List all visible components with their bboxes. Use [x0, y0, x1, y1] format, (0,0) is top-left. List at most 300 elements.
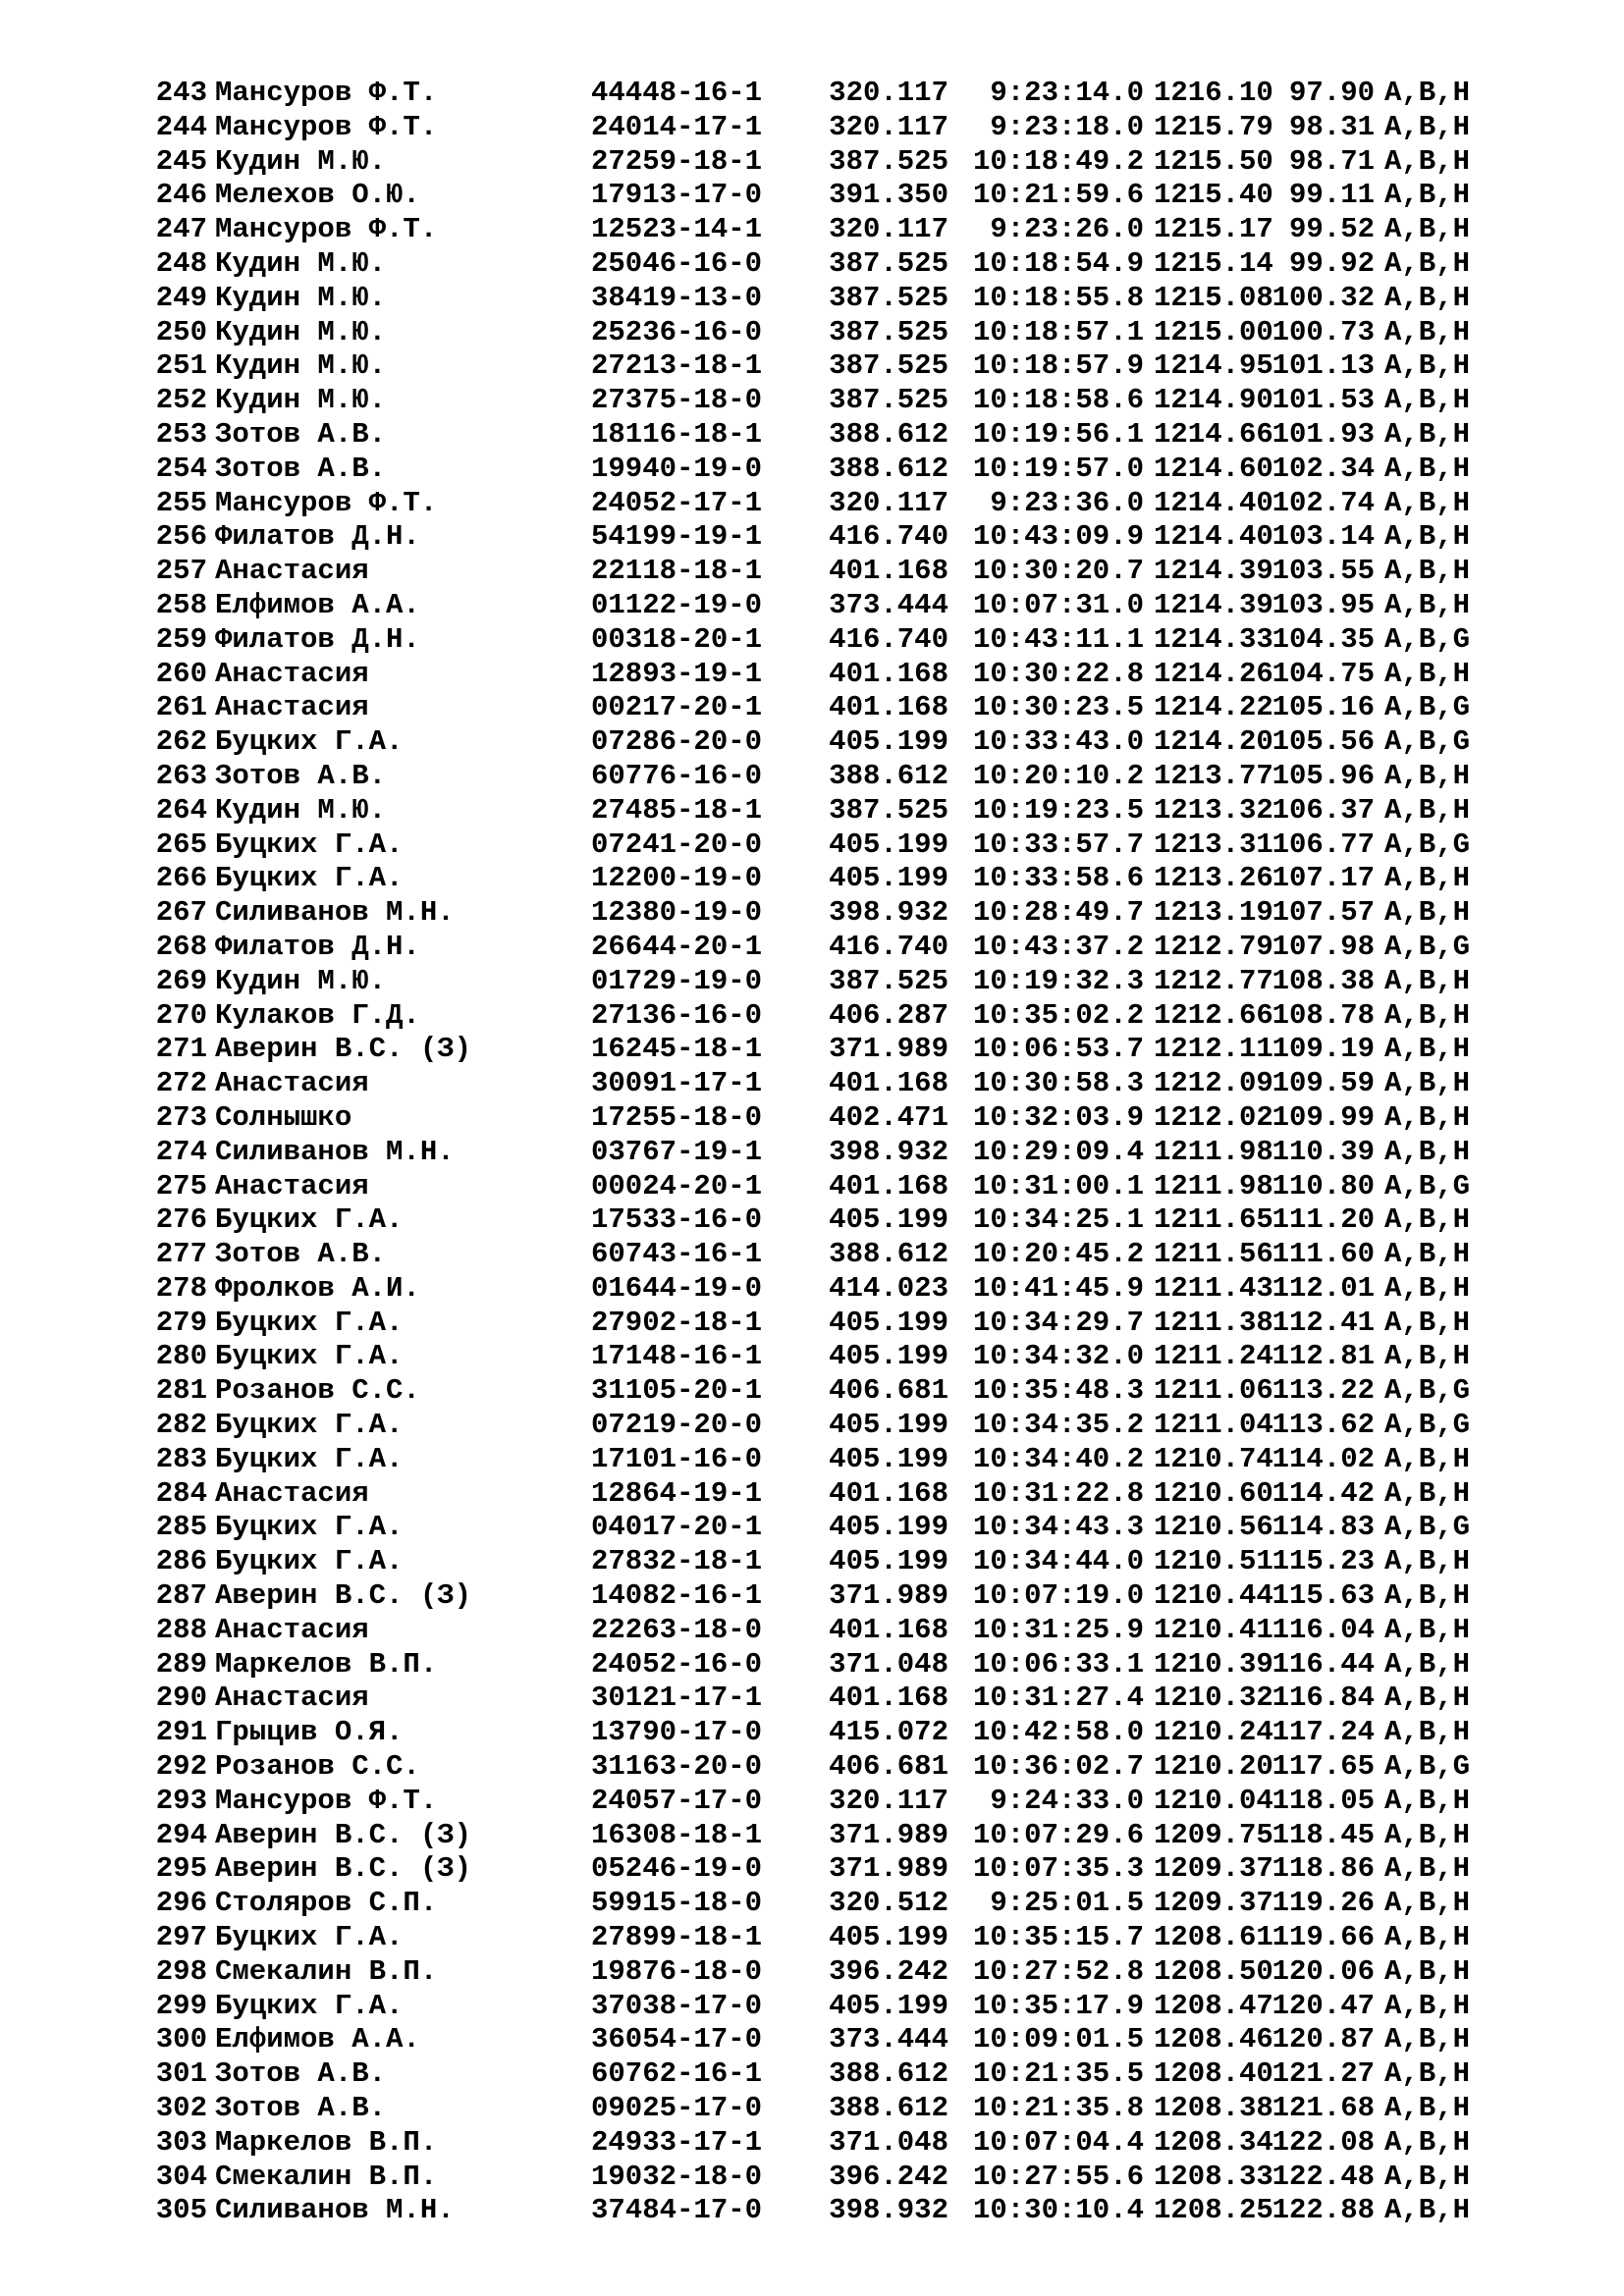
- table-row: [143, 1409, 1488, 1443]
- speed-cell: 1214.40: [1154, 486, 1273, 519]
- arrival-time-cell: 10:31:27.4: [972, 1682, 1144, 1715]
- distance-cell: 371.989: [829, 1033, 948, 1066]
- place-number-cell: 249: [155, 281, 207, 314]
- speed-cell: 1211.38: [1154, 1306, 1273, 1339]
- distance-cell: 405.199: [829, 1340, 948, 1373]
- place-number-cell: 287: [155, 1579, 207, 1613]
- ring-number-cell: 07219-20-0: [591, 1409, 763, 1442]
- coefficient-cell: 111.60: [1272, 1238, 1375, 1271]
- arrival-time-cell: 10:35:15.7: [972, 1921, 1144, 1954]
- speed-cell: 1213.19: [1154, 896, 1273, 930]
- arrival-time-cell: 10:19:57.0: [972, 452, 1144, 485]
- classes-cell: A,B,H: [1384, 179, 1471, 212]
- distance-cell: 320.512: [829, 1887, 948, 1920]
- ring-number-cell: 04017-20-1: [591, 1511, 763, 1544]
- ring-number-cell: 36054-17-0: [591, 2023, 763, 2056]
- place-number-cell: 291: [155, 1716, 207, 1749]
- table-row: [143, 77, 1488, 111]
- table-row: [143, 1477, 1488, 1512]
- classes-cell: A,B,H: [1384, 657, 1471, 690]
- fancier-name-cell: Маркелов В.П.: [215, 2125, 438, 2159]
- coefficient-cell: 116.44: [1272, 1647, 1375, 1681]
- table-row: [143, 555, 1488, 589]
- distance-cell: 371.989: [829, 1818, 948, 1851]
- fancier-name-cell: Аверин В.С. (З): [215, 1579, 472, 1613]
- fancier-name-cell: Анастасия: [215, 1613, 369, 1646]
- speed-cell: 1208.25: [1154, 2194, 1273, 2227]
- table-row: [143, 1614, 1488, 1648]
- classes-cell: A,B,H: [1384, 1954, 1471, 1988]
- coefficient-cell: 122.88: [1272, 2194, 1375, 2227]
- place-number-cell: 244: [155, 110, 207, 143]
- speed-cell: 1214.26: [1154, 657, 1273, 690]
- fancier-name-cell: Мансуров Ф.Т.: [215, 486, 438, 519]
- fancier-name-cell: Елфимов А.А.: [215, 2023, 420, 2056]
- arrival-time-cell: 10:36:02.7: [972, 1750, 1144, 1784]
- ring-number-cell: 31163-20-0: [591, 1750, 763, 1784]
- coefficient-cell: 118.45: [1272, 1818, 1375, 1851]
- arrival-time-cell: 10:35:48.3: [972, 1374, 1144, 1408]
- coefficient-cell: 120.06: [1272, 1954, 1375, 1988]
- distance-cell: 371.989: [829, 1579, 948, 1613]
- distance-cell: 373.444: [829, 2023, 948, 2056]
- classes-cell: A,B,H: [1384, 1067, 1471, 1100]
- arrival-time-cell: 10:19:56.1: [972, 417, 1144, 451]
- ring-number-cell: 30121-17-1: [591, 1682, 763, 1715]
- distance-cell: 405.199: [829, 862, 948, 895]
- arrival-time-cell: 10:21:35.8: [972, 2092, 1144, 2125]
- place-number-cell: 258: [155, 588, 207, 621]
- classes-cell: A,B,H: [1384, 1989, 1471, 2022]
- distance-cell: 405.199: [829, 1203, 948, 1237]
- distance-cell: 398.932: [829, 896, 948, 930]
- ring-number-cell: 07241-20-0: [591, 828, 763, 861]
- classes-cell: A,B,H: [1384, 1203, 1471, 1237]
- fancier-name-cell: Филатов Д.Н.: [215, 622, 420, 656]
- table-row: [143, 1340, 1488, 1374]
- distance-cell: 405.199: [829, 1409, 948, 1442]
- place-number-cell: 271: [155, 1033, 207, 1066]
- ring-number-cell: 03767-19-1: [591, 1135, 763, 1168]
- place-number-cell: 294: [155, 1818, 207, 1851]
- classes-cell: A,B,G: [1384, 691, 1471, 724]
- distance-cell: 387.525: [829, 964, 948, 997]
- speed-cell: 1214.40: [1154, 520, 1273, 554]
- arrival-time-cell: 10:07:19.0: [972, 1579, 1144, 1613]
- table-row: [143, 965, 1488, 999]
- speed-cell: 1210.20: [1154, 1750, 1273, 1784]
- speed-cell: 1214.39: [1154, 588, 1273, 621]
- fancier-name-cell: Буцких Г.А.: [215, 1989, 404, 2022]
- fancier-name-cell: Мансуров Ф.Т.: [215, 1784, 438, 1817]
- place-number-cell: 245: [155, 144, 207, 178]
- arrival-time-cell: 10:34:40.2: [972, 1442, 1144, 1475]
- arrival-time-cell: 10:20:10.2: [972, 759, 1144, 792]
- place-number-cell: 282: [155, 1409, 207, 1442]
- classes-cell: A,B,G: [1384, 930, 1471, 963]
- table-row: [143, 1750, 1488, 1785]
- classes-cell: A,B,H: [1384, 1818, 1471, 1851]
- coefficient-cell: 110.39: [1272, 1135, 1375, 1168]
- fancier-name-cell: Буцких Г.А.: [215, 725, 404, 759]
- speed-cell: 1215.14: [1154, 246, 1273, 280]
- table-row: [143, 282, 1488, 316]
- ring-number-cell: 12864-19-1: [591, 1476, 763, 1510]
- table-row: [143, 111, 1488, 145]
- distance-cell: 406.287: [829, 998, 948, 1032]
- distance-cell: 405.199: [829, 1442, 948, 1475]
- speed-cell: 1208.34: [1154, 2125, 1273, 2159]
- place-number-cell: 302: [155, 2092, 207, 2125]
- arrival-time-cell: 10:43:37.2: [972, 930, 1144, 963]
- classes-cell: A,B,H: [1384, 417, 1471, 451]
- table-row: [143, 999, 1488, 1034]
- fancier-name-cell: Столяров С.П.: [215, 1887, 438, 1920]
- classes-cell: A,B,H: [1384, 110, 1471, 143]
- classes-cell: A,B,H: [1384, 2092, 1471, 2125]
- table-row: [143, 1170, 1488, 1204]
- fancier-name-cell: Анастасия: [215, 691, 369, 724]
- classes-cell: A,B,G: [1384, 1374, 1471, 1408]
- distance-cell: 405.199: [829, 1545, 948, 1578]
- coefficient-cell: 103.95: [1272, 588, 1375, 621]
- coefficient-cell: 117.65: [1272, 1750, 1375, 1784]
- classes-cell: A,B,H: [1384, 1238, 1471, 1271]
- place-number-cell: 265: [155, 828, 207, 861]
- table-row: [143, 1238, 1488, 1272]
- speed-cell: 1213.26: [1154, 862, 1273, 895]
- table-row: [143, 1648, 1488, 1682]
- table-row: [143, 589, 1488, 623]
- classes-cell: A,B,H: [1384, 759, 1471, 792]
- arrival-time-cell: 10:34:25.1: [972, 1203, 1144, 1237]
- table-row: [143, 1443, 1488, 1477]
- distance-cell: 401.168: [829, 691, 948, 724]
- classes-cell: A,B,H: [1384, 1476, 1471, 1510]
- arrival-time-cell: 10:43:09.9: [972, 520, 1144, 554]
- fancier-name-cell: Филатов Д.Н.: [215, 520, 420, 554]
- coefficient-cell: 116.84: [1272, 1682, 1375, 1715]
- coefficient-cell: 106.77: [1272, 828, 1375, 861]
- classes-cell: A,B,H: [1384, 1887, 1471, 1920]
- place-number-cell: 281: [155, 1374, 207, 1408]
- table-row: [143, 316, 1488, 350]
- speed-cell: 1208.33: [1154, 2160, 1273, 2193]
- classes-cell: A,B,H: [1384, 1784, 1471, 1817]
- distance-cell: 320.117: [829, 77, 948, 109]
- table-row: [143, 1272, 1488, 1307]
- arrival-time-cell: 10:19:32.3: [972, 964, 1144, 997]
- ring-number-cell: 54199-19-1: [591, 520, 763, 554]
- speed-cell: 1211.65: [1154, 1203, 1273, 1237]
- ring-number-cell: 19032-18-0: [591, 2160, 763, 2193]
- classes-cell: A,B,H: [1384, 1271, 1471, 1305]
- speed-cell: 1211.43: [1154, 1271, 1273, 1305]
- classes-cell: A,B,H: [1384, 588, 1471, 621]
- distance-cell: 387.525: [829, 144, 948, 178]
- arrival-time-cell: 10:33:57.7: [972, 828, 1144, 861]
- classes-cell: A,B,H: [1384, 1100, 1471, 1134]
- arrival-time-cell: 10:18:58.6: [972, 384, 1144, 417]
- speed-cell: 1215.40: [1154, 179, 1273, 212]
- fancier-name-cell: Солнышко: [215, 1100, 352, 1134]
- distance-cell: 406.681: [829, 1374, 948, 1408]
- table-row: [143, 1682, 1488, 1716]
- place-number-cell: 300: [155, 2023, 207, 2056]
- place-number-cell: 257: [155, 555, 207, 588]
- speed-cell: 1210.39: [1154, 1647, 1273, 1681]
- distance-cell: 398.932: [829, 1135, 948, 1168]
- table-row: [143, 691, 1488, 725]
- speed-cell: 1208.38: [1154, 2092, 1273, 2125]
- fancier-name-cell: Елфимов А.А.: [215, 588, 420, 621]
- arrival-time-cell: 10:34:43.3: [972, 1511, 1144, 1544]
- coefficient-cell: 118.05: [1272, 1784, 1375, 1817]
- ring-number-cell: 16308-18-1: [591, 1818, 763, 1851]
- ring-number-cell: 26644-20-1: [591, 930, 763, 963]
- coefficient-cell: 112.41: [1272, 1306, 1375, 1339]
- table-row: [143, 1067, 1488, 1101]
- speed-cell: 1211.56: [1154, 1238, 1273, 1271]
- coefficient-cell: 101.93: [1272, 417, 1375, 451]
- table-row: [143, 2126, 1488, 2161]
- distance-cell: 405.199: [829, 725, 948, 759]
- table-row: [143, 349, 1488, 384]
- coefficient-cell: 109.19: [1272, 1033, 1375, 1066]
- place-number-cell: 255: [155, 486, 207, 519]
- fancier-name-cell: Зотов А.В.: [215, 452, 387, 485]
- table-row: [143, 1136, 1488, 1170]
- results-list: [143, 77, 1488, 2228]
- coefficient-cell: 101.53: [1272, 384, 1375, 417]
- coefficient-cell: 119.66: [1272, 1921, 1375, 1954]
- place-number-cell: 305: [155, 2194, 207, 2227]
- speed-cell: 1210.60: [1154, 1476, 1273, 1510]
- coefficient-cell: 113.22: [1272, 1374, 1375, 1408]
- place-number-cell: 262: [155, 725, 207, 759]
- classes-cell: A,B,H: [1384, 2057, 1471, 2091]
- coefficient-cell: 102.34: [1272, 452, 1375, 485]
- place-number-cell: 251: [155, 349, 207, 383]
- speed-cell: 1215.17: [1154, 213, 1273, 246]
- speed-cell: 1208.40: [1154, 2057, 1273, 2091]
- table-row: [143, 931, 1488, 965]
- ring-number-cell: 13790-17-0: [591, 1716, 763, 1749]
- classes-cell: A,B,G: [1384, 1169, 1471, 1202]
- distance-cell: 416.740: [829, 930, 948, 963]
- table-row: [143, 1307, 1488, 1341]
- distance-cell: 320.117: [829, 213, 948, 246]
- ring-number-cell: 60743-16-1: [591, 1238, 763, 1271]
- classes-cell: A,B,H: [1384, 281, 1471, 314]
- table-row: [143, 247, 1488, 282]
- distance-cell: 388.612: [829, 759, 948, 792]
- table-row: [143, 896, 1488, 931]
- arrival-time-cell: 9:23:26.0: [990, 213, 1144, 246]
- speed-cell: 1211.98: [1154, 1135, 1273, 1168]
- place-number-cell: 299: [155, 1989, 207, 2022]
- coefficient-cell: 99.92: [1288, 246, 1375, 280]
- ring-number-cell: 09025-17-0: [591, 2092, 763, 2125]
- table-row: [143, 487, 1488, 521]
- fancier-name-cell: Буцких Г.А.: [215, 862, 404, 895]
- classes-cell: A,B,H: [1384, 315, 1471, 348]
- speed-cell: 1212.09: [1154, 1067, 1273, 1100]
- place-number-cell: 276: [155, 1203, 207, 1237]
- ring-number-cell: 17533-16-0: [591, 1203, 763, 1237]
- coefficient-cell: 105.96: [1272, 759, 1375, 792]
- arrival-time-cell: 10:31:00.1: [972, 1169, 1144, 1202]
- classes-cell: A,B,H: [1384, 213, 1471, 246]
- fancier-name-cell: Розанов С.С.: [215, 1374, 420, 1408]
- ring-number-cell: 00217-20-1: [591, 691, 763, 724]
- arrival-time-cell: 10:19:23.5: [972, 793, 1144, 827]
- place-number-cell: 264: [155, 793, 207, 827]
- coefficient-cell: 108.38: [1272, 964, 1375, 997]
- coefficient-cell: 112.81: [1272, 1340, 1375, 1373]
- arrival-time-cell: 10:20:45.2: [972, 1238, 1144, 1271]
- speed-cell: 1212.02: [1154, 1100, 1273, 1134]
- table-row: [143, 2057, 1488, 2092]
- place-number-cell: 266: [155, 862, 207, 895]
- ring-number-cell: 24052-16-0: [591, 1647, 763, 1681]
- arrival-time-cell: 10:29:09.4: [972, 1135, 1144, 1168]
- speed-cell: 1210.41: [1154, 1613, 1273, 1646]
- coefficient-cell: 113.62: [1272, 1409, 1375, 1442]
- speed-cell: 1211.24: [1154, 1340, 1273, 1373]
- speed-cell: 1212.79: [1154, 930, 1273, 963]
- classes-cell: A,B,G: [1384, 622, 1471, 656]
- speed-cell: 1208.47: [1154, 1989, 1273, 2022]
- arrival-time-cell: 10:06:53.7: [972, 1033, 1144, 1066]
- coefficient-cell: 114.83: [1272, 1511, 1375, 1544]
- ring-number-cell: 27259-18-1: [591, 144, 763, 178]
- coefficient-cell: 107.17: [1272, 862, 1375, 895]
- ring-number-cell: 24057-17-0: [591, 1784, 763, 1817]
- arrival-time-cell: 9:23:18.0: [990, 110, 1144, 143]
- ring-number-cell: 60776-16-0: [591, 759, 763, 792]
- coefficient-cell: 101.13: [1272, 349, 1375, 383]
- place-number-cell: 303: [155, 2125, 207, 2159]
- coefficient-cell: 122.48: [1272, 2160, 1375, 2193]
- speed-cell: 1215.79: [1154, 110, 1273, 143]
- distance-cell: 415.072: [829, 1716, 948, 1749]
- table-row: [143, 862, 1488, 896]
- speed-cell: 1214.22: [1154, 691, 1273, 724]
- table-row: [143, 1203, 1488, 1238]
- ring-number-cell: 25236-16-0: [591, 315, 763, 348]
- fancier-name-cell: Кудин М.Ю.: [215, 964, 387, 997]
- place-number-cell: 283: [155, 1442, 207, 1475]
- coefficient-cell: 114.42: [1272, 1476, 1375, 1510]
- speed-cell: 1210.51: [1154, 1545, 1273, 1578]
- fancier-name-cell: Буцких Г.А.: [215, 1203, 404, 1237]
- ring-number-cell: 27136-16-0: [591, 998, 763, 1032]
- distance-cell: 405.199: [829, 1989, 948, 2022]
- ring-number-cell: 37484-17-0: [591, 2194, 763, 2227]
- table-row: [143, 1990, 1488, 2024]
- fancier-name-cell: Анастасия: [215, 1067, 369, 1100]
- speed-cell: 1214.60: [1154, 452, 1273, 485]
- fancier-name-cell: Буцких Г.А.: [215, 1442, 404, 1475]
- distance-cell: 401.168: [829, 1613, 948, 1646]
- fancier-name-cell: Зотов А.В.: [215, 417, 387, 451]
- distance-cell: 401.168: [829, 1169, 948, 1202]
- place-number-cell: 269: [155, 964, 207, 997]
- ring-number-cell: 37038-17-0: [591, 1989, 763, 2022]
- arrival-time-cell: 10:18:49.2: [972, 144, 1144, 178]
- distance-cell: 371.989: [829, 1852, 948, 1886]
- ring-number-cell: 27213-18-1: [591, 349, 763, 383]
- distance-cell: 405.199: [829, 1511, 948, 1544]
- speed-cell: 1208.61: [1154, 1921, 1273, 1954]
- ring-number-cell: 30091-17-1: [591, 1067, 763, 1100]
- arrival-time-cell: 10:34:29.7: [972, 1306, 1144, 1339]
- arrival-time-cell: 10:34:44.0: [972, 1545, 1144, 1578]
- distance-cell: 320.117: [829, 1784, 948, 1817]
- fancier-name-cell: Мансуров Ф.Т.: [215, 110, 438, 143]
- fancier-name-cell: Розанов С.С.: [215, 1750, 420, 1784]
- fancier-name-cell: Анастасия: [215, 1476, 369, 1510]
- classes-cell: A,B,G: [1384, 828, 1471, 861]
- coefficient-cell: 109.59: [1272, 1067, 1375, 1100]
- ring-number-cell: 24014-17-1: [591, 110, 763, 143]
- place-number-cell: 275: [155, 1169, 207, 1202]
- fancier-name-cell: Мелехов О.Ю.: [215, 179, 420, 212]
- ring-number-cell: 27375-18-0: [591, 384, 763, 417]
- fancier-name-cell: Буцких Г.А.: [215, 828, 404, 861]
- speed-cell: 1211.04: [1154, 1409, 1273, 1442]
- coefficient-cell: 105.16: [1272, 691, 1375, 724]
- place-number-cell: 301: [155, 2057, 207, 2091]
- speed-cell: 1213.31: [1154, 828, 1273, 861]
- arrival-time-cell: 10:31:22.8: [972, 1476, 1144, 1510]
- fancier-name-cell: Смекалин В.П.: [215, 2160, 438, 2193]
- fancier-name-cell: Кудин М.Ю.: [215, 349, 387, 383]
- arrival-time-cell: 10:18:54.9: [972, 246, 1144, 280]
- place-number-cell: 288: [155, 1613, 207, 1646]
- arrival-time-cell: 10:30:22.8: [972, 657, 1144, 690]
- coefficient-cell: 99.52: [1288, 213, 1375, 246]
- classes-cell: A,B,H: [1384, 896, 1471, 930]
- table-row: [143, 1819, 1488, 1853]
- table-row: [143, 520, 1488, 555]
- coefficient-cell: 98.71: [1288, 144, 1375, 178]
- place-number-cell: 248: [155, 246, 207, 280]
- classes-cell: A,B,H: [1384, 486, 1471, 519]
- fancier-name-cell: Буцких Г.А.: [215, 1340, 404, 1373]
- place-number-cell: 274: [155, 1135, 207, 1168]
- table-row: [143, 1101, 1488, 1136]
- speed-cell: 1211.98: [1154, 1169, 1273, 1202]
- distance-cell: 401.168: [829, 1476, 948, 1510]
- table-row: [143, 2092, 1488, 2126]
- distance-cell: 406.681: [829, 1750, 948, 1784]
- fancier-name-cell: Зотов А.В.: [215, 2057, 387, 2091]
- coefficient-cell: 103.55: [1272, 555, 1375, 588]
- place-number-cell: 297: [155, 1921, 207, 1954]
- ring-number-cell: 16245-18-1: [591, 1033, 763, 1066]
- classes-cell: A,B,H: [1384, 964, 1471, 997]
- ring-number-cell: 12523-14-1: [591, 213, 763, 246]
- arrival-time-cell: 10:43:11.1: [972, 622, 1144, 656]
- ring-number-cell: 27902-18-1: [591, 1306, 763, 1339]
- coefficient-cell: 119.26: [1272, 1887, 1375, 1920]
- fancier-name-cell: Анастасия: [215, 657, 369, 690]
- distance-cell: 387.525: [829, 793, 948, 827]
- classes-cell: A,B,G: [1384, 1409, 1471, 1442]
- distance-cell: 387.525: [829, 349, 948, 383]
